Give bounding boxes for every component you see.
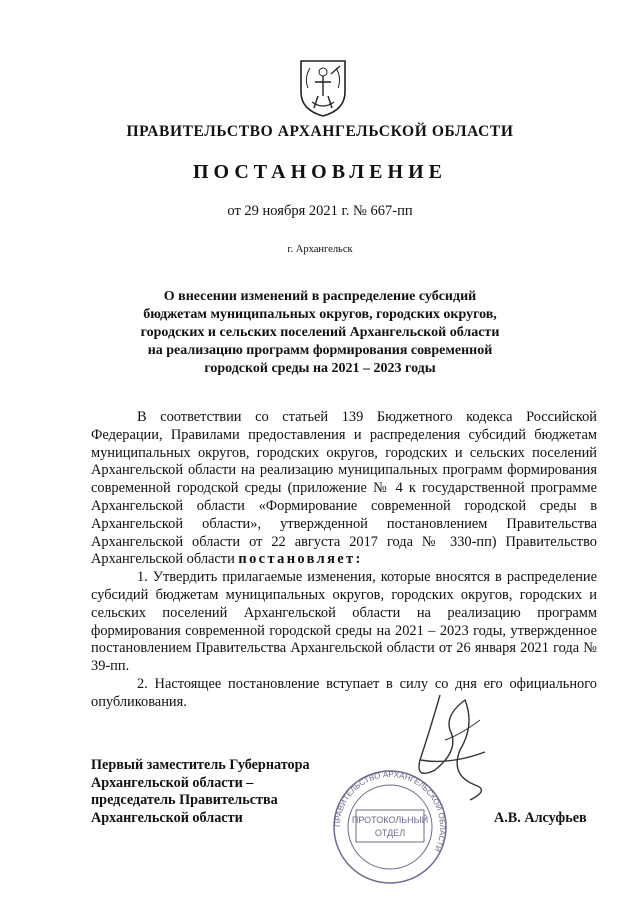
city: г. Архангельск	[287, 244, 353, 255]
document-type: ПОСТАНОВЛЕНИЕ	[193, 161, 447, 183]
document-body	[91, 409, 597, 712]
coat-of-arms-emblem	[298, 58, 348, 118]
title-line: городской среды на 2021 – 2023 годы	[204, 361, 436, 376]
document-title	[100, 288, 540, 378]
stamp-ring-text: ПРАВИТЕЛЬСТВО АРХАНГЕЛЬСКОЙ ОБЛАСТИ	[332, 769, 448, 854]
signatory-title-line: Первый заместитель Губернатора	[91, 757, 310, 773]
stamp-center-line-2: ОТДЕЛ	[374, 828, 406, 838]
preamble-paragraph: В соответствии со статьей 139 Бюджетного кодекса Российской Федерации, Правилами предоставления и распределения субсидий бюджетам муниципальных округов, городских округов, городских и сельских поселений Архангельской области на реализацию муниципальных программ формирования современной городской среды (приложение № 4 к государственной программе Архангельской области «Формирование современной городской среды в Архангельской области», утвержденной постановлением Правительства Архангельской области от 22 августа 2017 года № 330-пп) Правительство Архангельской области постановляет:	[91, 409, 597, 568]
signatory-title	[91, 757, 310, 827]
item-1: 1. Утвердить прилагаемые изменения, которые вносятся в распределение субсидий бюджетам муниципальных округов, городских округов, городских и сельских поселений Архангельской области на реализацию программ формирования современной городской среды на 2021 – 2023 годы, утвержденное постановлением Правительства Архангельской области от 26 января 2021 года № 39-пп.	[91, 569, 597, 675]
signatory-title-line: Архангельской области	[91, 809, 243, 826]
title-line: городских и сельских поселений Архангельской области	[140, 325, 500, 340]
date-number: от 29 ноября 2021 г. № 667-пп	[227, 203, 413, 219]
signatory-name: А.В. Алсуфьев	[494, 810, 587, 826]
title-line: бюджетам муниципальных округов, городских округов,	[143, 307, 497, 322]
signatory-title-line: Архангельской области –	[91, 774, 254, 791]
preamble-text: В соответствии со статьей 139 Бюджетного кодекса Российской Федерации, Правилами предоставления и распределения субсидий бюджетам муниципальных округов, городских округов, городских и сельских поселений Архангельской области на реализацию муниципальных программ формирования современной городской среды (приложение № 4 к государственной программе Архангельской области «Формирование современной городской среды в Архангельской области», утвержденной постановлением Правительства Архангельской области от 22 августа 2017 года № 330-пп) Правительство Архангельской области	[91, 409, 597, 568]
resolves-word: постановляет	[238, 551, 356, 568]
title-line: О внесении изменений в распределение субсидий	[163, 289, 477, 304]
item-2: 2. Настоящее постановление вступает в силу со дня его официального опубликования.	[91, 675, 597, 710]
stamp-center-line-1: ПРОТОКОЛЬНЫЙ	[351, 815, 429, 825]
title-line: на реализацию программ формирования современной	[147, 343, 493, 358]
signatory-title-line: председатель Правительства	[91, 792, 278, 808]
official-stamp	[330, 762, 450, 892]
government-heading: ПРАВИТЕЛЬСТВО АРХАНГЕЛЬСКОЙ ОБЛАСТИ	[126, 123, 514, 140]
